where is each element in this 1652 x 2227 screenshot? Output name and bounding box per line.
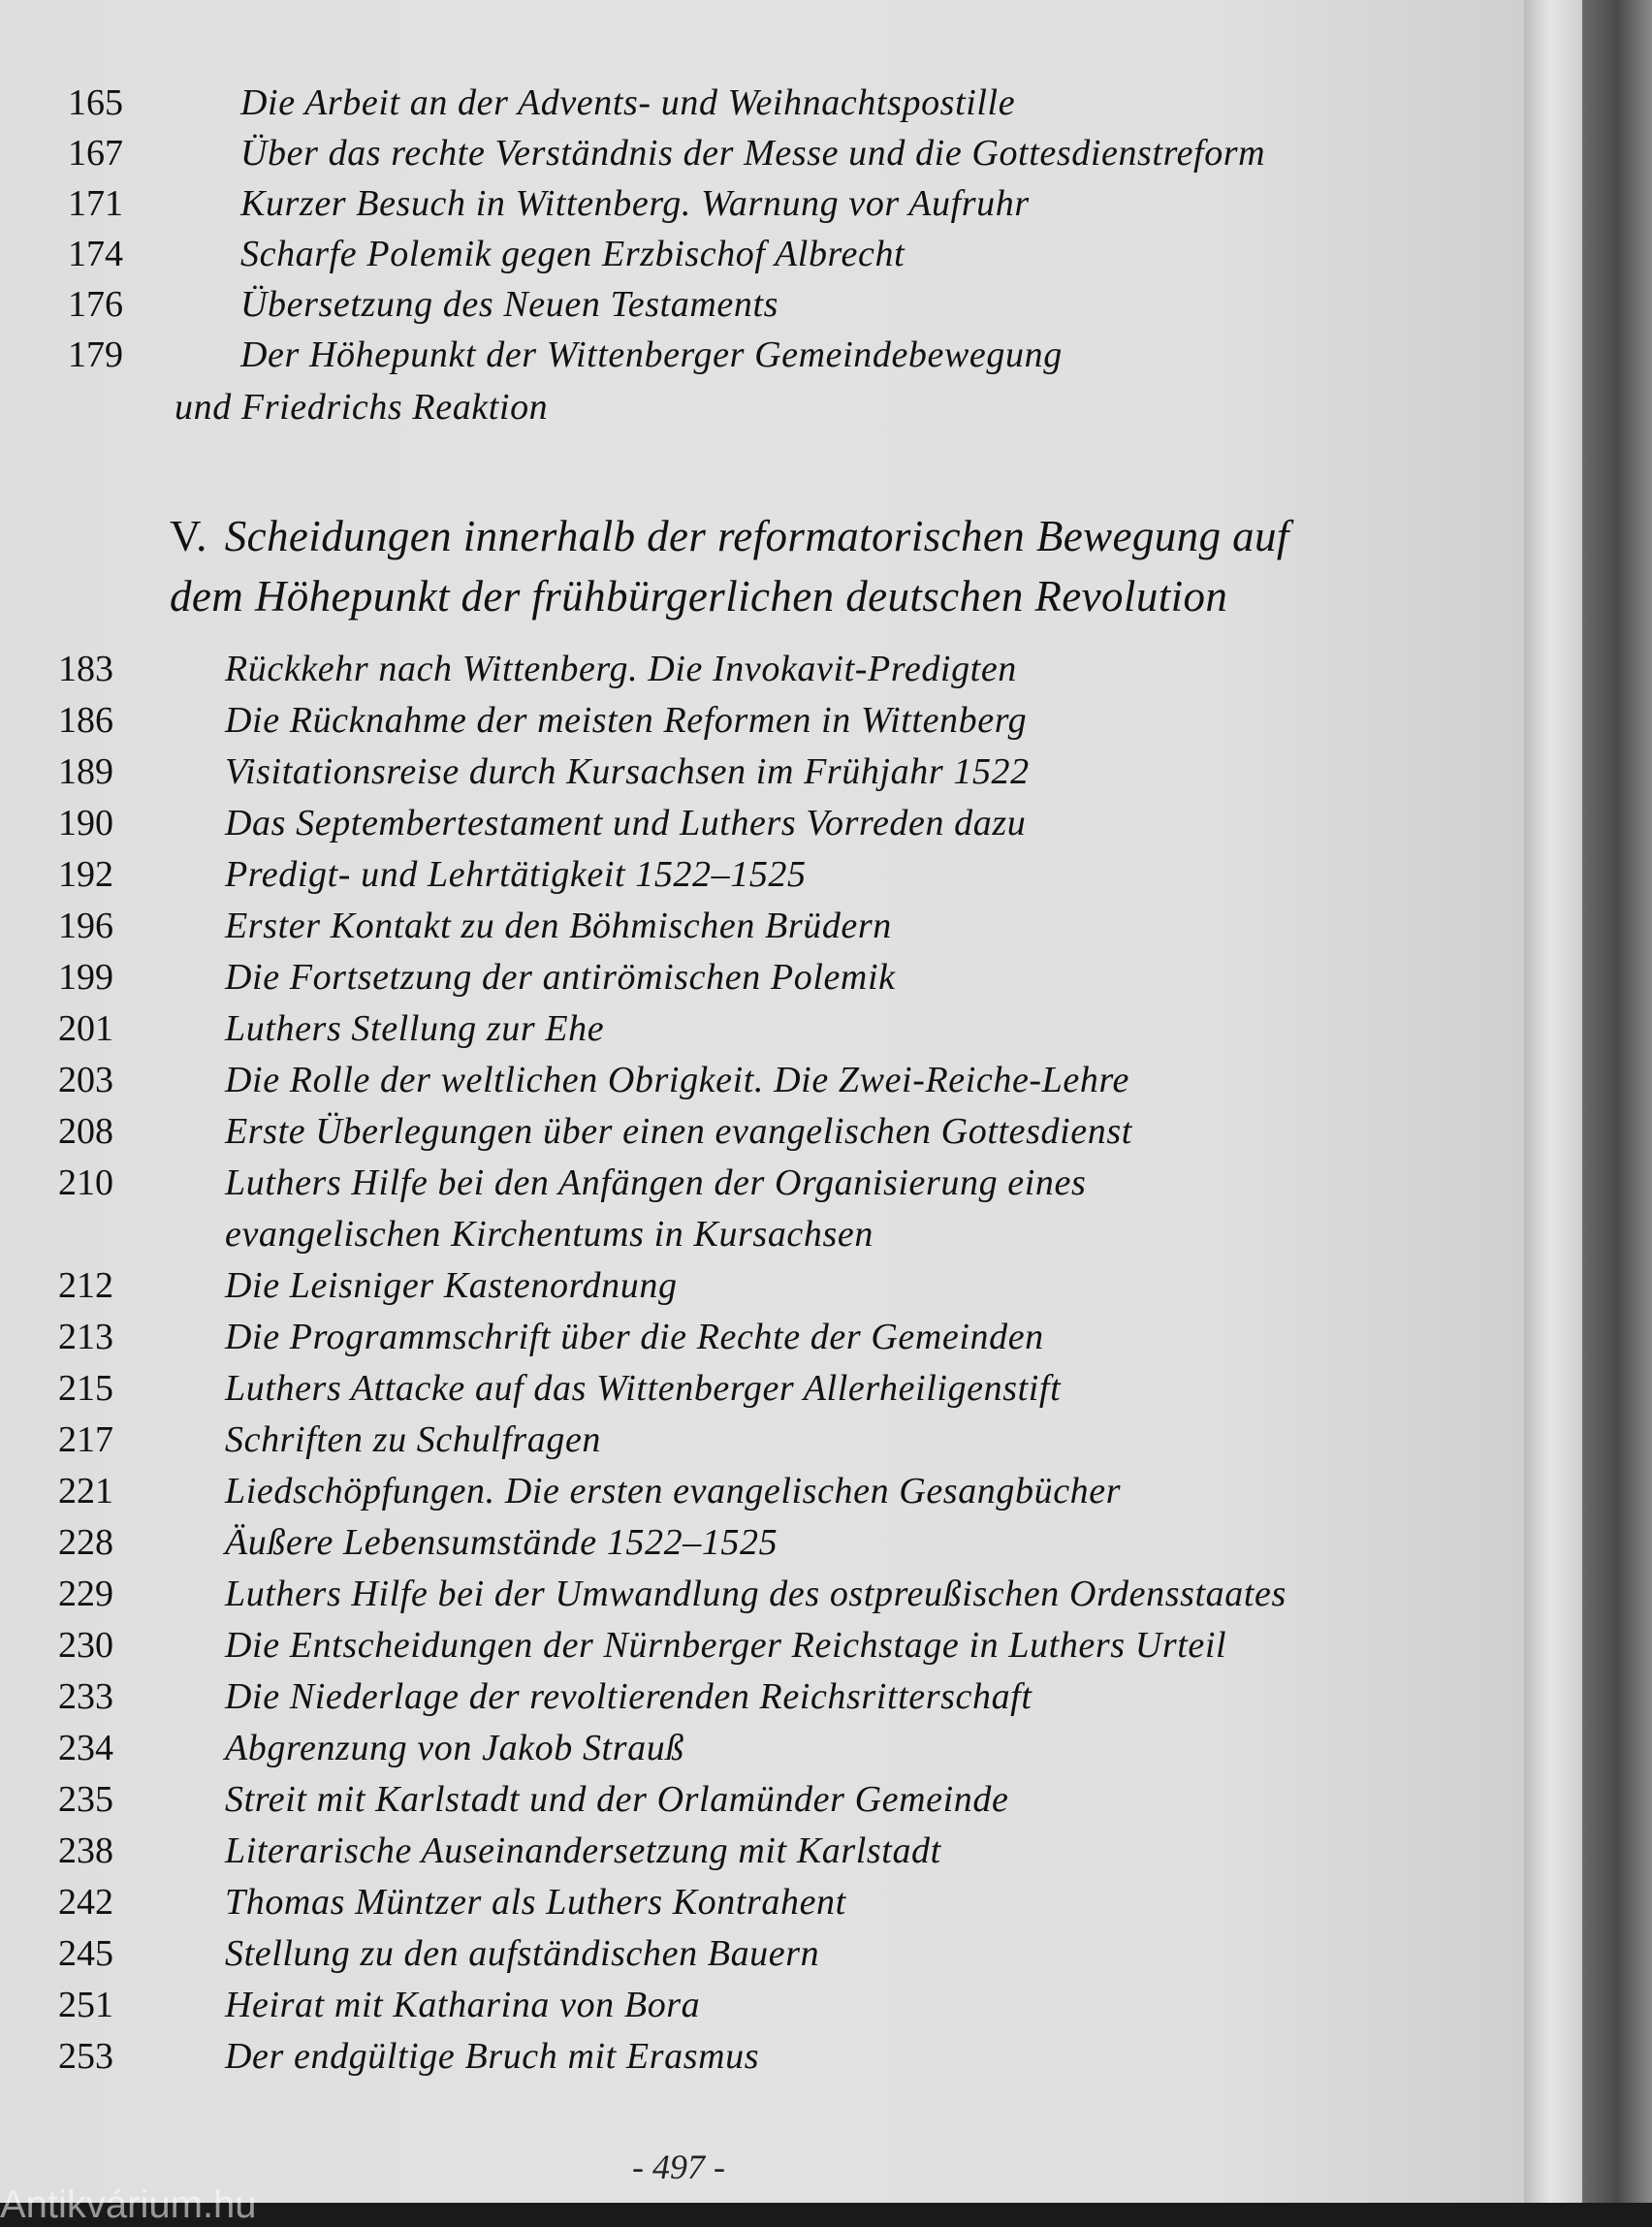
toc-title: Literarische Auseinandersetzung mit Karlstadt xyxy=(225,1830,941,1871)
toc-entry xyxy=(68,229,905,279)
toc-entry xyxy=(58,1928,819,1979)
toc-page-number: 189 xyxy=(58,751,113,792)
toc-page-number: 167 xyxy=(68,133,123,174)
toc-title: Erster Kontakt zu den Böhmischen Brüdern xyxy=(225,906,892,946)
toc-entry xyxy=(58,1517,778,1568)
toc-title: Das Septembertestament und Luthers Vorreden dazu xyxy=(225,803,1027,843)
toc-title: Schriften zu Schulfragen xyxy=(225,1419,602,1460)
toc-entry xyxy=(58,2031,759,2082)
toc-title: Visitationsreise durch Kursachsen im Frühjahr 1522 xyxy=(225,751,1030,792)
section-numeral: V. xyxy=(170,512,207,560)
toc-page-number: 174 xyxy=(68,234,123,274)
toc-title: Heirat mit Katharina von Bora xyxy=(225,1985,701,2025)
toc-entry xyxy=(58,1466,1121,1516)
toc-title: Abgrenzung von Jakob Strauß xyxy=(225,1728,684,1768)
toc-page-number: 203 xyxy=(58,1060,113,1100)
toc-entry xyxy=(58,1671,1032,1722)
toc-entry xyxy=(58,849,807,900)
toc-page-number: 233 xyxy=(58,1676,113,1717)
toc-title: Luthers Hilfe bei den Anfängen der Organisierung eines xyxy=(225,1162,1087,1203)
toc-page-number: 234 xyxy=(58,1728,113,1768)
toc-entry xyxy=(58,695,1027,746)
toc-page-number: 221 xyxy=(58,1471,113,1511)
toc-entry xyxy=(58,1774,1008,1825)
section-heading-line-1 xyxy=(170,506,1289,566)
toc-entry xyxy=(58,747,1030,797)
toc-entry xyxy=(58,1260,678,1311)
toc-page-number: 171 xyxy=(68,183,123,224)
toc-title: Thomas Müntzer als Luthers Kontrahent xyxy=(225,1882,846,1923)
toc-page-number: 208 xyxy=(58,1111,113,1152)
toc-title: Übersetzung des Neuen Testaments xyxy=(240,284,779,325)
toc-page-number: 213 xyxy=(58,1317,113,1357)
toc-entry xyxy=(58,901,892,951)
toc-page-number: 192 xyxy=(58,854,113,895)
toc-title: Luthers Attacke auf das Wittenberger Allerheiligenstift xyxy=(225,1368,1062,1409)
toc-page-number: 253 xyxy=(58,2036,113,2077)
toc-page-number: 251 xyxy=(58,1985,113,2025)
toc-title: Die Entscheidungen der Nürnberger Reichstage in Luthers Urteil xyxy=(225,1625,1227,1666)
toc-entry xyxy=(58,1312,1044,1362)
toc-entry xyxy=(68,279,778,330)
toc-entry xyxy=(58,1003,604,1054)
section-title-line-2: dem Höhepunkt der frühbürgerlichen deutschen Revolution xyxy=(170,572,1228,620)
toc-page-number: 215 xyxy=(58,1368,113,1409)
toc-title: Liedschöpfungen. Die ersten evangelischen Gesangbücher xyxy=(225,1471,1122,1511)
toc-page-number: 212 xyxy=(58,1265,113,1306)
toc-title: Luthers Stellung zur Ehe xyxy=(225,1008,605,1049)
toc-entry xyxy=(68,78,1015,128)
toc-page-number: 238 xyxy=(58,1830,113,1871)
toc-page-number: 210 xyxy=(58,1162,113,1203)
toc-entry xyxy=(68,128,1265,178)
toc-entry xyxy=(58,1158,1086,1208)
toc-page-number: 179 xyxy=(68,334,123,375)
page-number: - 497 - xyxy=(632,2147,725,2186)
toc-entry xyxy=(58,1877,846,1927)
toc-page-number: 186 xyxy=(58,700,113,741)
toc-title: Der endgültige Bruch mit Erasmus xyxy=(225,2036,760,2077)
toc-page-number: 190 xyxy=(58,803,113,843)
toc-entry xyxy=(68,330,1063,380)
toc-title: Die Leisniger Kastenordnung xyxy=(225,1265,678,1306)
toc-entry xyxy=(58,798,1026,848)
toc-title: Die Programmschrift über die Rechte der Gemeinden xyxy=(225,1317,1044,1357)
toc-title-continuation: und Friedrichs Reaktion xyxy=(175,387,549,428)
toc-page-number: 235 xyxy=(58,1779,113,1820)
toc-entry xyxy=(58,1980,700,2030)
toc-title: Rückkehr nach Wittenberg. Die Invokavit-Predigten xyxy=(225,649,1017,689)
toc-page-number: 176 xyxy=(68,284,123,325)
toc-entry xyxy=(58,952,896,1002)
toc-title: Die Rücknahme der meisten Reformen in Wittenberg xyxy=(225,700,1028,741)
toc-title: Kurzer Besuch in Wittenberg. Warnung vor Aufruhr xyxy=(240,183,1030,224)
toc-title-continuation: evangelischen Kirchentums in Kursachsen xyxy=(225,1214,874,1255)
toc-title: Die Fortsetzung der antirömischen Polemik xyxy=(225,957,896,998)
toc-entry xyxy=(58,1723,684,1773)
toc-title: Predigt- und Lehrtätigkeit 1522–1525 xyxy=(225,854,807,895)
toc-entry xyxy=(58,644,1017,694)
section-title-line-1: Scheidungen innerhalb der reformatorischen Bewegung auf xyxy=(224,512,1289,560)
toc-title: Die Rolle der weltlichen Obrigkeit. Die Zwei-Reiche-Lehre xyxy=(225,1060,1129,1100)
toc-entry xyxy=(58,1569,1287,1619)
toc-title: Luthers Hilfe bei der Umwandlung des ostpreußischen Ordensstaates xyxy=(225,1574,1287,1614)
toc-page-number: 228 xyxy=(58,1522,113,1563)
toc-entry xyxy=(58,1363,1061,1414)
toc-page-number: 217 xyxy=(58,1419,113,1460)
toc-title: Scharfe Polemik gegen Erzbischof Albrecht xyxy=(240,234,905,274)
page-shadow xyxy=(1582,0,1652,2203)
toc-entry xyxy=(58,1106,1132,1157)
watermark: Antikvárium.hu xyxy=(0,2183,257,2226)
toc-entry xyxy=(58,1055,1129,1105)
toc-page-number: 183 xyxy=(58,649,113,689)
toc-page-number: 230 xyxy=(58,1625,113,1666)
toc-page-number: 229 xyxy=(58,1574,113,1614)
toc-title: Stellung zu den aufständischen Bauern xyxy=(225,1933,820,1974)
toc-page-number: 165 xyxy=(68,82,123,123)
toc-title: Die Niederlage der revoltierenden Reichsritterschaft xyxy=(225,1676,1032,1717)
toc-page-number: 196 xyxy=(58,906,113,946)
toc-page-number: 201 xyxy=(58,1008,113,1049)
toc-entry xyxy=(58,1415,601,1465)
toc-title: Die Arbeit an der Advents- und Weihnachtspostille xyxy=(240,82,1016,123)
toc-entry xyxy=(68,178,1030,229)
toc-title: Über das rechte Verständnis der Messe und die Gottesdienstreform xyxy=(240,133,1266,174)
toc-page-number: 242 xyxy=(58,1882,113,1923)
toc-page-number: 245 xyxy=(58,1933,113,1974)
page-edge xyxy=(1524,0,1582,2203)
toc-title: Äußere Lebensumstände 1522–1525 xyxy=(225,1522,778,1563)
section-heading xyxy=(170,506,1289,626)
toc-title: Streit mit Karlstadt und der Orlamünder Gemeinde xyxy=(225,1779,1009,1820)
toc-entry xyxy=(58,1620,1226,1670)
toc-page-number: 199 xyxy=(58,957,113,998)
toc-title: Erste Überlegungen über einen evangelischen Gottesdienst xyxy=(225,1111,1132,1152)
toc-title: Der Höhepunkt der Wittenberger Gemeindebewegung xyxy=(240,334,1063,375)
toc-entry xyxy=(58,1826,941,1876)
